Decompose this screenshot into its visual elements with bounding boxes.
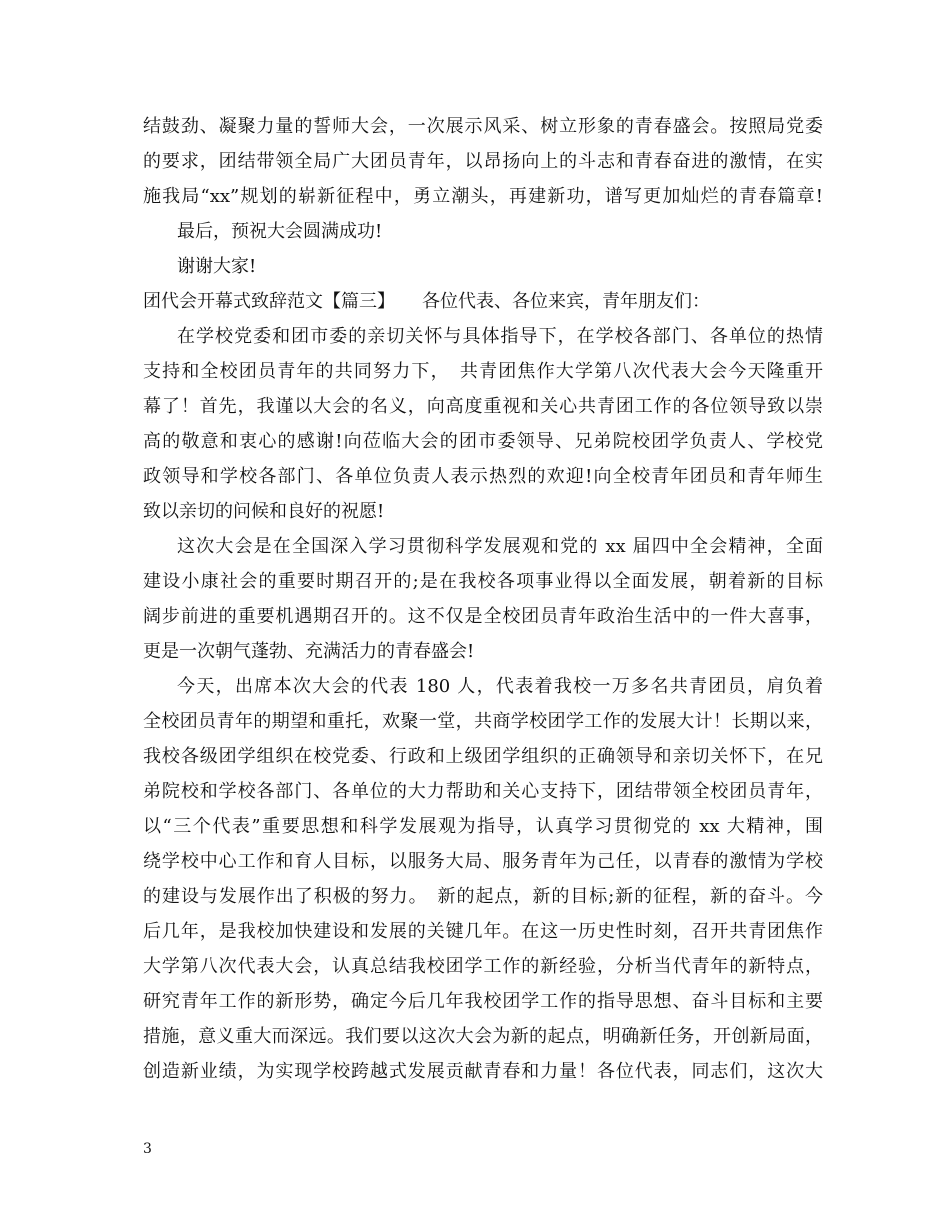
- text-line: 创造新业绩，为实现学校跨越式发展贡献青春和力量！各位代表，同志们，这次大: [143, 1061, 823, 1082]
- section-heading-line: 团代会开幕式致辞范文【篇三】 各位代表、各位来宾，青年朋友们：: [143, 291, 710, 312]
- text-line: 在学校党委和团市委的亲切关怀与具体指导下，在学校各部门、各单位的热情: [177, 326, 823, 347]
- text-line: 支持和全校团员青年的共同努力下， 共青团焦作大学第八次代表大会今天隆重开: [143, 361, 823, 382]
- text-line: 高的敬意和衷心的感谢!向莅临大会的团市委领导、兄弟院校团学负责人、学校党: [143, 431, 823, 452]
- text-line: 政领导和学校各部门、各单位负责人表示热烈的欢迎!向全校青年团员和青年师生: [143, 466, 823, 487]
- text-line: 全校团员青年的期望和重托，欢聚一堂，共商学校团学工作的发展大计！长期以来，: [143, 711, 823, 732]
- text-line: 阔步前进的重要机遇期召开的。这不仅是全校团员青年政治生活中的一件大喜事，: [143, 606, 823, 627]
- text-line: 最后，预祝大会圆满成功!: [177, 221, 383, 242]
- text-line: 的建设与发展作出了积极的努力。 新的起点，新的目标;新的征程，新的奋斗。今: [143, 886, 823, 907]
- text-line: 致以亲切的问候和良好的祝愿!: [143, 501, 385, 522]
- text-line: 今天，出席本次大会的代表 180 人，代表着我校一万多名共青团员，肩负着: [177, 676, 823, 697]
- text-line: 建设小康社会的重要时期召开的;是在我校各项事业得以全面发展，朝着新的目标: [143, 571, 823, 592]
- text-line: 结鼓劲、凝聚力量的誓师大会，一次展示风采、树立形象的青春盛会。按照局党委: [143, 116, 823, 137]
- text-line: 绕学校中心工作和育人目标，以服务大局、服务青年为己任，以青春的激情为学校: [143, 851, 823, 872]
- text-line: 弟院校和学校各部门、各单位的大力帮助和关心支持下，团结带领全校团员青年，: [143, 781, 823, 802]
- text-line: 的要求，团结带领全局广大团员青年，以昂扬向上的斗志和青春奋进的激情，在实: [143, 151, 823, 172]
- text-line: 措施，意义重大而深远。我们要以这次大会为新的起点，明确新任务，开创新局面，: [143, 1026, 823, 1047]
- text-line: 这次大会是在全国深入学习贯彻科学发展观和党的 xx 届四中全会精神，全面: [177, 536, 823, 557]
- page-number: 3: [143, 1141, 152, 1157]
- text-line: 大学第八次代表大会，认真总结我校团学工作的新经验，分析当代青年的新特点，: [143, 956, 823, 977]
- text-line: 我校各级团学组织在校党委、行政和上级团学组织的正确领导和亲切关怀下，在兄: [143, 746, 823, 767]
- text-line: 谢谢大家!: [177, 256, 257, 277]
- text-line: 研究青年工作的新形势，确定今后几年我校团学工作的指导思想、奋斗目标和主要: [143, 991, 823, 1012]
- text-line: 以“三个代表”重要思想和科学发展观为指导，认真学习贯彻党的 xx 大精神，围: [143, 816, 823, 837]
- text-line: 后几年，是我校加快建设和发展的关键几年。在这一历史性时刻，召开共青团焦作: [143, 921, 823, 942]
- text-line: 施我局“xx”规划的崭新征程中，勇立潮头，再建新功，谱写更加灿烂的青春篇章!: [143, 186, 823, 207]
- text-line: 幕了！首先，我谨以大会的名义，向高度重视和关心共青团工作的各位领导致以崇: [143, 396, 823, 417]
- text-line: 更是一次朝气蓬勃、充满活力的青春盛会!: [143, 641, 475, 662]
